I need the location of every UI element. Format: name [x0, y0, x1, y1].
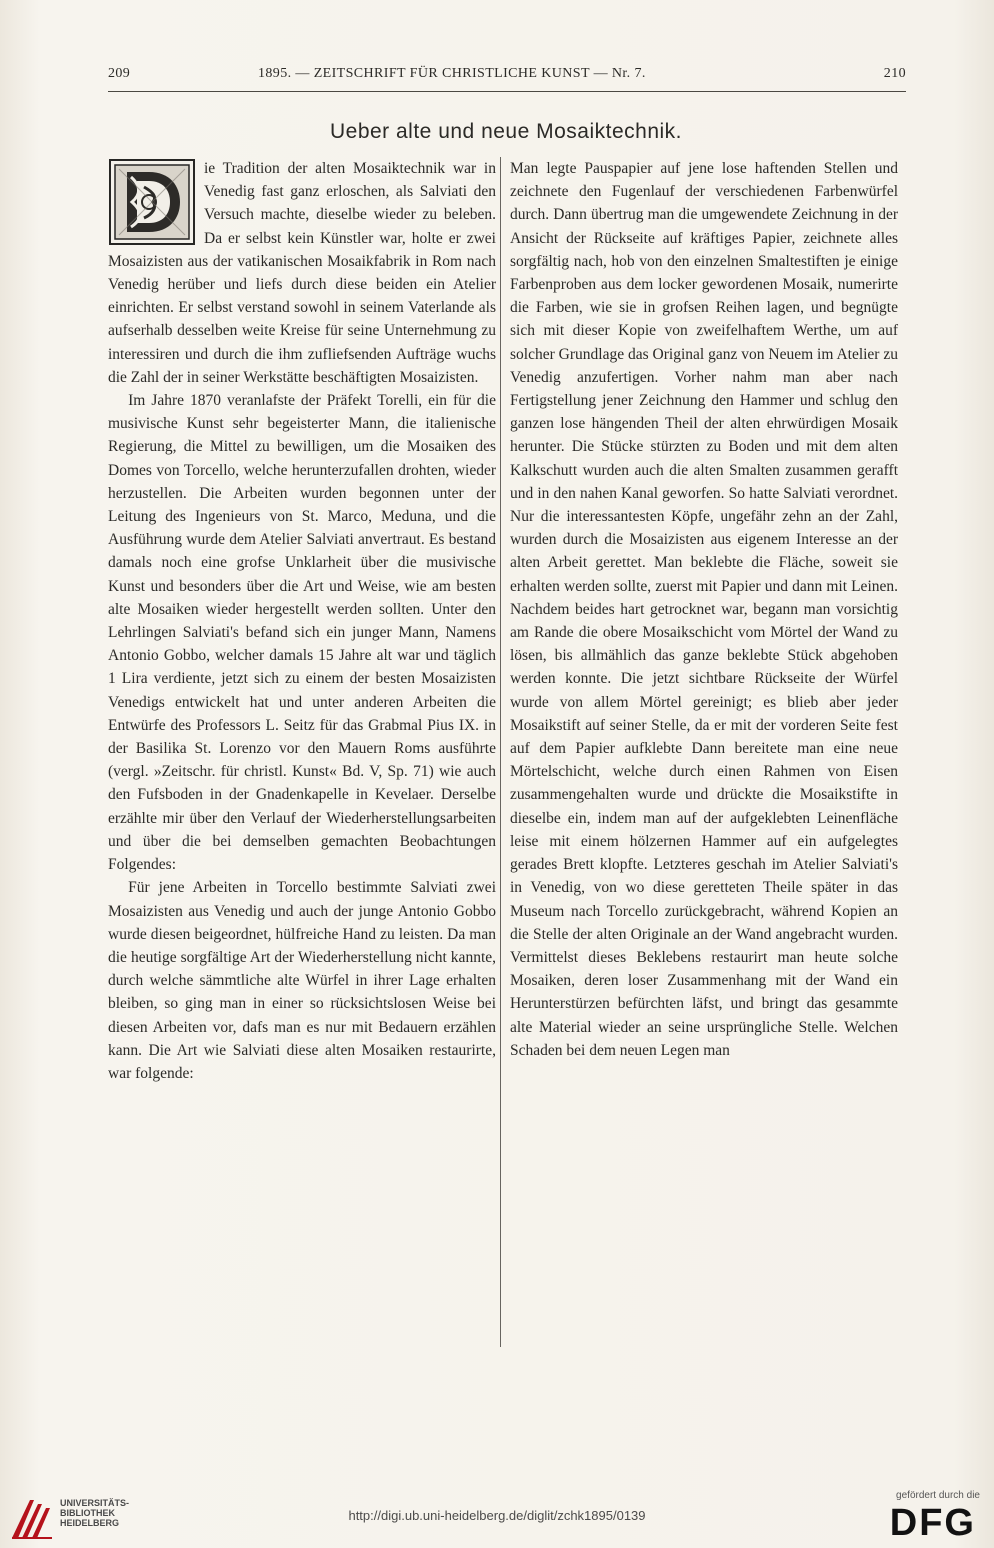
- library-line-1: UNIVERSITÄTS-: [60, 1498, 130, 1508]
- left-page-number: 209: [108, 66, 131, 81]
- journal-header: 1895. — ZEITSCHRIFT FÜR CHRISTLICHE KUNST — Nr. 7.: [258, 66, 646, 81]
- left-paragraph-3: Für jene Arbeiten in Torcello bestimmte Salviati zwei Mosaizisten aus Venedig und auch der junge Antonio Gobbo wurde diesen beigeordnet, hülfreiche Hand zu leisten. Da man die heutige sorgfältige Art der Wiederherstellung nicht kannte, durch welche sämmtliche alte Würfel in ihrer Lage erhalten bleiben, so ging man in einer so rücksichtslosen Weise bei diesen Arbeiten vor, dafs man es nur mit Bedauern erzählen kann. Die Art wie Salviati diese alten Mosaiken restaurirte, war folgende:: [108, 879, 496, 1082]
- source-url[interactable]: http://digi.ub.uni-heidelberg.de/diglit/zchk1895/0139: [348, 1508, 646, 1523]
- column-divider: [500, 157, 501, 1347]
- library-line-2: BIBLIOTHEK: [60, 1508, 115, 1518]
- dfg-logo: DFG: [889, 1502, 976, 1544]
- left-paragraph-2: Im Jahre 1870 veranlafste der Präfekt Torelli, ein für die musivische Kunst sehr begeisterter Mann, die italienische Regierung, die Mittel zu bewilligen, um die Mosaiken des Domes von Torcello, welche herunterzufallen drohten, wieder herzustellen. Die Arbeiten wurden begonnen unter der Leitung des Ingenieurs von St. Marco, Meduna, und die Ausführung wurde dem Atelier Salviati anvertraut. Es bestand damals noch eine grofse Unklarheit über die musivische Kunst und besonders über die Art und Weise, wie am besten alte Mosaiken wieder hergestellt werden sollten. Unter den Lehrlingen Salviati's befand sich ein junger Mann, Namens Antonio Gobbo, welcher damals 15 Jahre alt war und täglich 1 Lira verdiente, jetzt sich zu einem der besten Mosaizisten Venedigs entwickelt hat und unter anderen Arbeiten die Entwürfe des Professors L. Seitz für das Grabmal Pius IX. in der Basilika St. Lorenzo vor den Mauern Roms ausführte (vergl. »Zeitschr. für christl. Kunst« Bd. V, Sp. 71) wie auch den Fufsboden in der Gnadenkapelle in Kevelaer. Derselbe erzählte mir über den Verlauf der Wiederherstellungsarbeiten und über die bei demselben gemachten Beobachtungen Folgendes:: [108, 392, 496, 874]
- funding-note: gefördert durch die: [896, 1490, 980, 1501]
- right-page-number: 210: [883, 66, 906, 81]
- right-paragraph-1: Man legte Pauspapier auf jene lose haftenden Stellen und zeichnete den Fugenlauf der verschiedenen Farbenwürfel durch. Dann übertrug man die umgewendete Zeichnung in der Ansicht der Rückseite auf kräftiges Papier, zeichnete alles sorgfältig nach, hob von den einzelnen Smaltestiften je einige Farbenproben aus dem locker gewordenen Mosaik, numerirte die Farben, wie sie in grofsen Reihen lagen, und begnügte sich mit dieser Kopie von zweifelhaftem Werthe, um auf solcher Grundlage das Original ganz von Neuem im Atelier zu Venedig anzufertigen. Vorher nahm man aber nach Fertigstellung jener Zeichnung den Hammer und schlug den ganzen lose hängenden Theil der alten ehrwürdigen Mosaik herunter. Die Stücke stürzten zu Boden und mit dem alten Kalkschutt wurden auch die alten Smalten zusammen gerafft und in den nahen Kanal geworfen. So hatte Salviati verordnet. Nur die interessantesten Köpfe, ungefähr zehn an der Zahl, wurden durch die Mosaizisten aus eigenem Interesse an der alten Arbeit gerettet. Man beklebte die Fläche, soweit sie erhalten werden sollte, zuerst mit Papier und dann mit Leinen. Nachdem beides hart getrocknet war, begann man vorsichtig am Rande die obere Mosaikschicht vom Mörtel der Wand zu lösen, bis allmählich das ganze beklebte Stück abgehoben werden konnte. Die jetzt sichtbare Rückseite der Würfel wurde von allem Mörtel gereinigt; es blieb aber jeder Mosaikstift auf seiner Stelle, da er mit der vorderen Seite fest auf dem Papier aufklebte Dann bereitete man eine neue Mörtelschicht, welche durch einen Rahmen von Eisen zusammengehalten wurde und drückte die Mosaikstifte in dieselbe ein, indem man auf der aufgeklebten Leinenfläche leise mit einem hölzernen Hammer auf ein aufgelegtes gerades Brett klopfte. Letzteres geschah im Atelier Salviati's in Venedig, von wo diese geretteten Theile später in das Museum nach Torcello zurückgebracht, während Kopien an die Stelle der alten Originale an der Wand angebracht wurden. Vermittelst dieses Beklebens restaurirt man heute solche Mosaiken, deren loser Zusammenhang mit der Wand ein Herunterstürzen befürchten läfst, und bringt das gesammte alte Material wieder an seine ursprüngliche Stelle. Welchen Schaden bei dem neuen Legen man: [510, 160, 898, 1059]
- decorative-initial-d: [108, 159, 196, 249]
- right-text-column: [510, 157, 898, 1062]
- article-title: Ueber alte und neue Mosaiktechnik.: [329, 120, 683, 143]
- library-line-3: HEIDELBERG: [60, 1518, 120, 1528]
- ornamental-letter-d-icon: [109, 159, 195, 245]
- left-text-column: [108, 157, 496, 1085]
- running-header: [108, 66, 906, 88]
- header-divider: [108, 91, 906, 92]
- digitization-footer: [0, 1478, 994, 1548]
- left-paragraph-1: ie Tradition der alten Mosaiktechnik war in Venedig fast ganz erloschen, als Salviati den Versuch machte, dieselbe wieder zu beleben. Da er selbst kein Künstler war, holte er zwei Mosaizisten aus der vatikanischen Mosaikfabrik in Rom nach Venedig herüber und liefs durch diese beiden ein Atelier einrichten. Er selbst verstand sowohl in seinem Vaterlande als aufserhalb desselben weite Kreise für seine Unternehmung zu interessiren und durch die ihm zufliefsenden Aufträge wuchs die Zahl der in seiner Werkstätte beschäftigten Mosaizisten.: [108, 160, 496, 386]
